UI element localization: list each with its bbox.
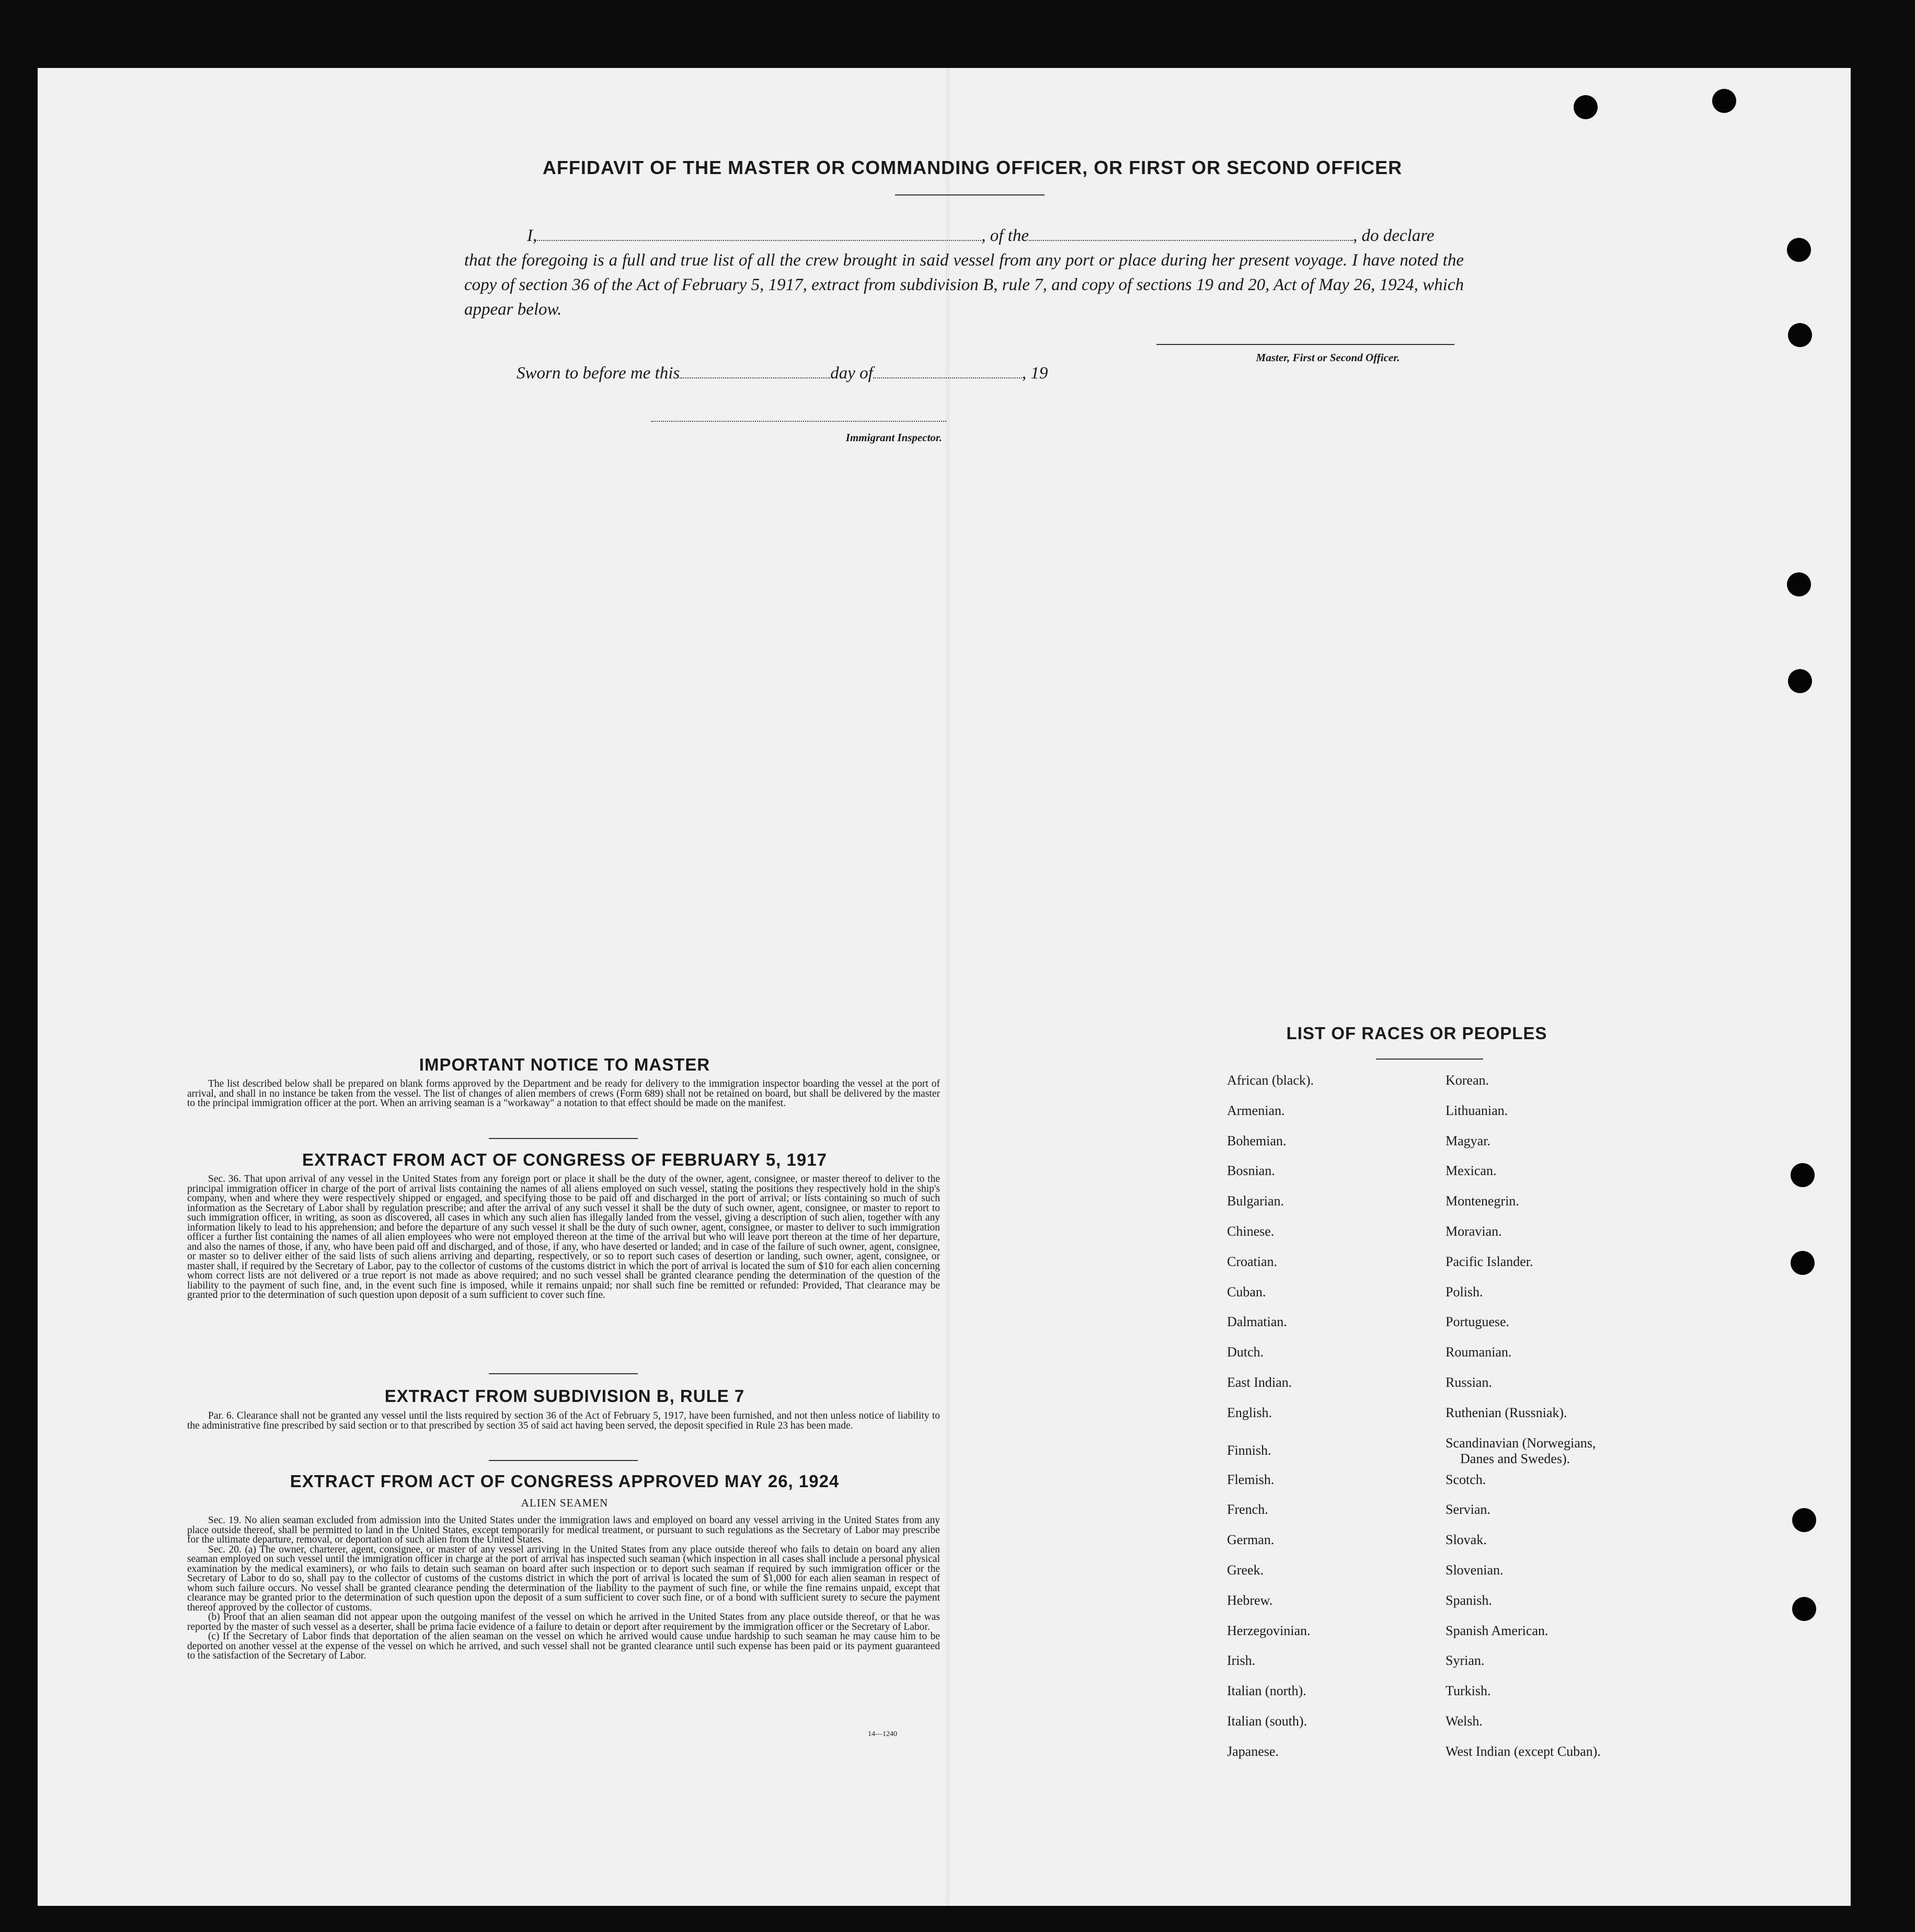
punch-hole bbox=[1787, 238, 1811, 262]
extract-1917-text bbox=[187, 1175, 940, 1301]
race-item: Herzegovinian. bbox=[1227, 1623, 1311, 1638]
vessel-name-field[interactable] bbox=[1029, 228, 1353, 241]
signature-line[interactable] bbox=[1156, 344, 1454, 345]
races-title: LIST OF RACES OR PEOPLES bbox=[1286, 1024, 1547, 1043]
race-item: Slovenian. bbox=[1446, 1562, 1504, 1578]
race-item: Korean. bbox=[1446, 1073, 1489, 1088]
race-item: Bulgarian. bbox=[1227, 1193, 1285, 1209]
race-item: Chinese. bbox=[1227, 1223, 1275, 1239]
race-item: Spanish. bbox=[1446, 1592, 1492, 1608]
race-item: African (black). bbox=[1227, 1073, 1314, 1088]
race-item: Cuban. bbox=[1227, 1284, 1266, 1300]
extract-1917-paragraph: Sec. 36. That upon arrival of any vessel in the United States from any foreign port or place it shall be the duty of the owner, agent, consignee, or master thereof to deliver to the principal immigration officer in charge of the port of arrival lists containing the names of all aliens employed on such vessel, stating the positions they respectively hold in the ship's company, when and where they were respectively shipped or engaged, and specifying those to be paid off and discharged in the port of arrival; or lists containing so much of such information as the Secretary of Labor shall by regulation prescribe; and after the arrival of any such vessel it shall be the duty of such owner, agent, consignee, or master to report to such immigration officer, in writing, as soon as discovered, all cases in which any such alien has illegally landed from the vessel, giving a description of such alien, together with any information likely to lead to his apprehension; and before the departure of any such vessel it shall be the duty of such owner, agent, consignee, or master to deliver to such immigration officer a further list containing the names of all alien employees who were not employed thereon at the time of the arrival but who will leave port thereon at the time of her departure, and also the names of those, if any, who have been paid off and discharged, and of those, if any, who have deserted or landed; and in case of the failure of such owner, agent, consignee, or master so to deliver either of the said lists of such aliens arriving and departing, respectively, or so to report such cases of desertion or landing, such owner, agent, consignee, or master shall, if required by the Secretary of Labor, pay to the collector of customs of the customs district in which the port of arrival is located the sum of $10 for each alien concerning whom correct lists are not delivered or a true report is not made as above required; and no such vessel shall be granted clearance pending the determination of the question of the liability to the payment of such fine, and, in the event such fine is imposed, while it remains unpaid; nor shall such fine be remitted or refunded: Provided, That clearance may be granted prior to the determination of such question upon deposit of a sum sufficient to cover such fine. bbox=[187, 1174, 940, 1301]
race-item: Russian. bbox=[1446, 1374, 1492, 1390]
race-item: Flemish. bbox=[1227, 1471, 1275, 1487]
race-item: Lithuanian. bbox=[1446, 1102, 1508, 1118]
race-item: Ruthenian (Russniak). bbox=[1446, 1405, 1567, 1420]
sworn-line bbox=[517, 364, 1144, 383]
sec-20c-paragraph: (c) If the Secretary of Labor finds that deportation of the alien seaman on the vessel on which he arrived would cause undue hardship to such seaman he may cause him to be deported on another vessel at the expense of the vessel on which he arrived, and such vessel shall not be granted clearance until such expense has been paid or its payment guaranteed to the satisfaction of the Secretary of Labor. bbox=[187, 1631, 940, 1661]
race-item: Italian (north). bbox=[1227, 1683, 1306, 1699]
race-item: Dalmatian. bbox=[1227, 1314, 1287, 1330]
inspector-signature-line[interactable] bbox=[651, 421, 946, 422]
page-fold bbox=[946, 68, 949, 1906]
race-item-label: Finnish. bbox=[1227, 1442, 1271, 1458]
inspector-label: Immigrant Inspector. bbox=[845, 431, 943, 444]
race-item: Irish. bbox=[1227, 1653, 1256, 1669]
race-item: East Indian. bbox=[1227, 1374, 1292, 1390]
race-item: West Indian (except Cuban). bbox=[1446, 1743, 1601, 1759]
affidavit-of-the: , of the bbox=[981, 226, 1029, 245]
affidavit-declaration-line bbox=[464, 224, 1464, 248]
race-item: Dutch. bbox=[1227, 1344, 1264, 1360]
extract-1917-title: EXTRACT FROM ACT OF CONGRESS OF FEBRUARY 5, 1917 bbox=[302, 1150, 827, 1169]
race-item: Moravian. bbox=[1446, 1223, 1502, 1239]
race-item: Bohemian. bbox=[1227, 1133, 1287, 1148]
race-item-label: Scandinavian (Norwegians, bbox=[1446, 1435, 1596, 1451]
extract-rule7-paragraph: Par. 6. Clearance shall not be granted any vessel until the lists required by section 36 of the Act of February 5, 1917, have been furnished, and not then unless notice of liability to the administrative fine prescribed by said section or to that prescribed by section 35 of said act having been served, the deposit specified in Rule 23 has been made. bbox=[187, 1410, 940, 1431]
affidavit-title: AFFIDAVIT OF THE MASTER OR COMMANDING OFFICER, OR FIRST OR SECOND OFFICER bbox=[542, 157, 1403, 178]
race-item: Magyar. bbox=[1446, 1133, 1490, 1148]
affidavit-i: I, bbox=[527, 226, 537, 245]
form-number: 14—1240 bbox=[868, 1730, 897, 1738]
race-item bbox=[1446, 1435, 1665, 1472]
races-right-column bbox=[1446, 1073, 1665, 1774]
officer-name-field[interactable] bbox=[537, 228, 981, 241]
affidavit-text: that the foregoing is a full and true list of all the crew brought in said vessel from any port or place during her present voyage. I have noted the copy of section 36 of the Act of February 5, 1917, extract from subdivision B, rule 7, and copy of sections 19 and 20, Act of May 26, 1924, which appear below. bbox=[464, 251, 1464, 319]
race-item: Bosnian. bbox=[1227, 1163, 1275, 1179]
signature-label: Master, First or Second Officer. bbox=[1256, 351, 1400, 364]
notice-text bbox=[187, 1079, 940, 1109]
race-item: Montenegrin. bbox=[1446, 1193, 1519, 1209]
race-item: Mexican. bbox=[1446, 1163, 1497, 1179]
notice-paragraph: The list described below shall be prepared on blank forms approved by the Department and be ready for delivery to the immigration inspector boarding the vessel at the port of arrival, and shall in no instance be taken from the vessel. The list of changes of alien members of crews (Form 689) shall not be retained on board, but shall be delivered by the master to the principal immigration officer at the port. When an arriving seaman is a "workaway" a notation to that effect should be made on the manifest. bbox=[187, 1078, 940, 1109]
extract-rule7-text bbox=[187, 1411, 940, 1431]
divider bbox=[489, 1138, 638, 1139]
extract-1924-text bbox=[187, 1516, 940, 1661]
sworn-year: , 19 bbox=[1022, 364, 1048, 383]
race-item: Portuguese. bbox=[1446, 1314, 1510, 1330]
race-item: Syrian. bbox=[1446, 1653, 1485, 1669]
race-item: Welsh. bbox=[1446, 1713, 1483, 1729]
sworn-day-of: day of bbox=[830, 364, 873, 383]
race-item: Servian. bbox=[1446, 1502, 1490, 1517]
race-item: Pacific Islander. bbox=[1446, 1254, 1533, 1269]
extract-1924-subtitle: ALIEN SEAMEN bbox=[521, 1497, 609, 1509]
sec-20b-paragraph: (b) Proof that an alien seaman did not appear upon the outgoing manifest of the vessel on which he arrived in the United States from any place outside thereof, or that he was reported by the master of such vessel as a deserter, shall be prima facie evidence of a failure to detain or deport after requirement by the immigration officer or the Secretary of Labor. bbox=[187, 1612, 940, 1632]
sworn-prefix: Sworn to before me this bbox=[517, 364, 680, 383]
notice-title: IMPORTANT NOTICE TO MASTER bbox=[419, 1055, 710, 1074]
race-item: Greek. bbox=[1227, 1562, 1264, 1578]
race-item: Hebrew. bbox=[1227, 1592, 1273, 1608]
punch-hole bbox=[1791, 1163, 1815, 1187]
extract-1924-title: EXTRACT FROM ACT OF CONGRESS APPROVED MAY 26, 1924 bbox=[290, 1471, 840, 1491]
race-item: Slovak. bbox=[1446, 1532, 1487, 1548]
sec-20a-paragraph: Sec. 20. (a) The owner, charterer, agent, consignee, or master of any vessel arriving in the United States from any place outside thereof who fails to detain on board any alien seaman employed on such vessel until the immigration officer in charge at the port of arrival has inspected such seaman (which inspection in all cases shall include a personal physical examination by the medical examiners), or who fails to detain such seaman on board after such inspection or to deport such seaman if required by such immigration officer or the Secretary of Labor to do so, shall pay to the collector of customs of the customs district in which the port of arrival is located the sum of $1,000 for each alien seaman in respect of whom such failure occurs. No vessel shall be granted clearance pending the determination of the liability to the payment of such fine, or while the fine remains unpaid, except that clearance may be granted prior to the determination of such question upon the deposit of a sum sufficient to cover such fine, or of a bond with sufficient surety to secure the payment thereof approved by the collector of customs. bbox=[187, 1544, 940, 1613]
sec-19-paragraph: Sec. 19. No alien seaman excluded from admission into the United States under the immigration laws and employed on board any vessel arriving in the United States from any place outside thereof, shall be permitted to land in the United States, except temporarily for medical treatment, or pursuant to such regulations as the Secretary of Labor may prescribe for the ultimate departure, removal, or deportation of such alien from the United States. bbox=[187, 1515, 940, 1545]
race-item: Roumanian. bbox=[1446, 1344, 1512, 1360]
race-item: Armenian. bbox=[1227, 1102, 1285, 1118]
punch-hole bbox=[1788, 669, 1812, 693]
race-item: Turkish. bbox=[1446, 1683, 1491, 1699]
race-item: Scotch. bbox=[1446, 1471, 1486, 1487]
races-title-rule bbox=[1376, 1059, 1483, 1060]
punch-hole bbox=[1791, 1251, 1815, 1275]
race-item: French. bbox=[1227, 1502, 1268, 1517]
race-item: Italian (south). bbox=[1227, 1713, 1308, 1729]
race-item bbox=[1227, 1435, 1447, 1472]
punch-hole bbox=[1792, 1508, 1816, 1532]
punch-hole bbox=[1574, 95, 1598, 119]
sworn-day-field[interactable] bbox=[680, 366, 830, 378]
punch-hole bbox=[1792, 1597, 1816, 1621]
race-item: Japanese. bbox=[1227, 1743, 1279, 1759]
race-item: Spanish American. bbox=[1446, 1623, 1549, 1638]
affidavit-body bbox=[464, 224, 1464, 322]
races-left-column bbox=[1227, 1073, 1447, 1774]
sworn-month-field[interactable] bbox=[873, 366, 1022, 378]
race-item-label-line2: Danes and Swedes). bbox=[1460, 1451, 1570, 1466]
divider bbox=[489, 1373, 638, 1374]
punch-hole bbox=[1788, 323, 1812, 347]
title-rule bbox=[895, 194, 1045, 196]
punch-hole bbox=[1712, 89, 1736, 113]
race-item: German. bbox=[1227, 1532, 1275, 1548]
extract-rule7-title: EXTRACT FROM SUBDIVISION B, RULE 7 bbox=[384, 1386, 745, 1406]
divider bbox=[489, 1460, 638, 1461]
race-item: Polish. bbox=[1446, 1284, 1483, 1300]
affidavit-do-declare: , do declare bbox=[1352, 226, 1435, 245]
race-item: English. bbox=[1227, 1405, 1272, 1420]
race-item: Croatian. bbox=[1227, 1254, 1278, 1269]
punch-hole bbox=[1787, 572, 1811, 596]
